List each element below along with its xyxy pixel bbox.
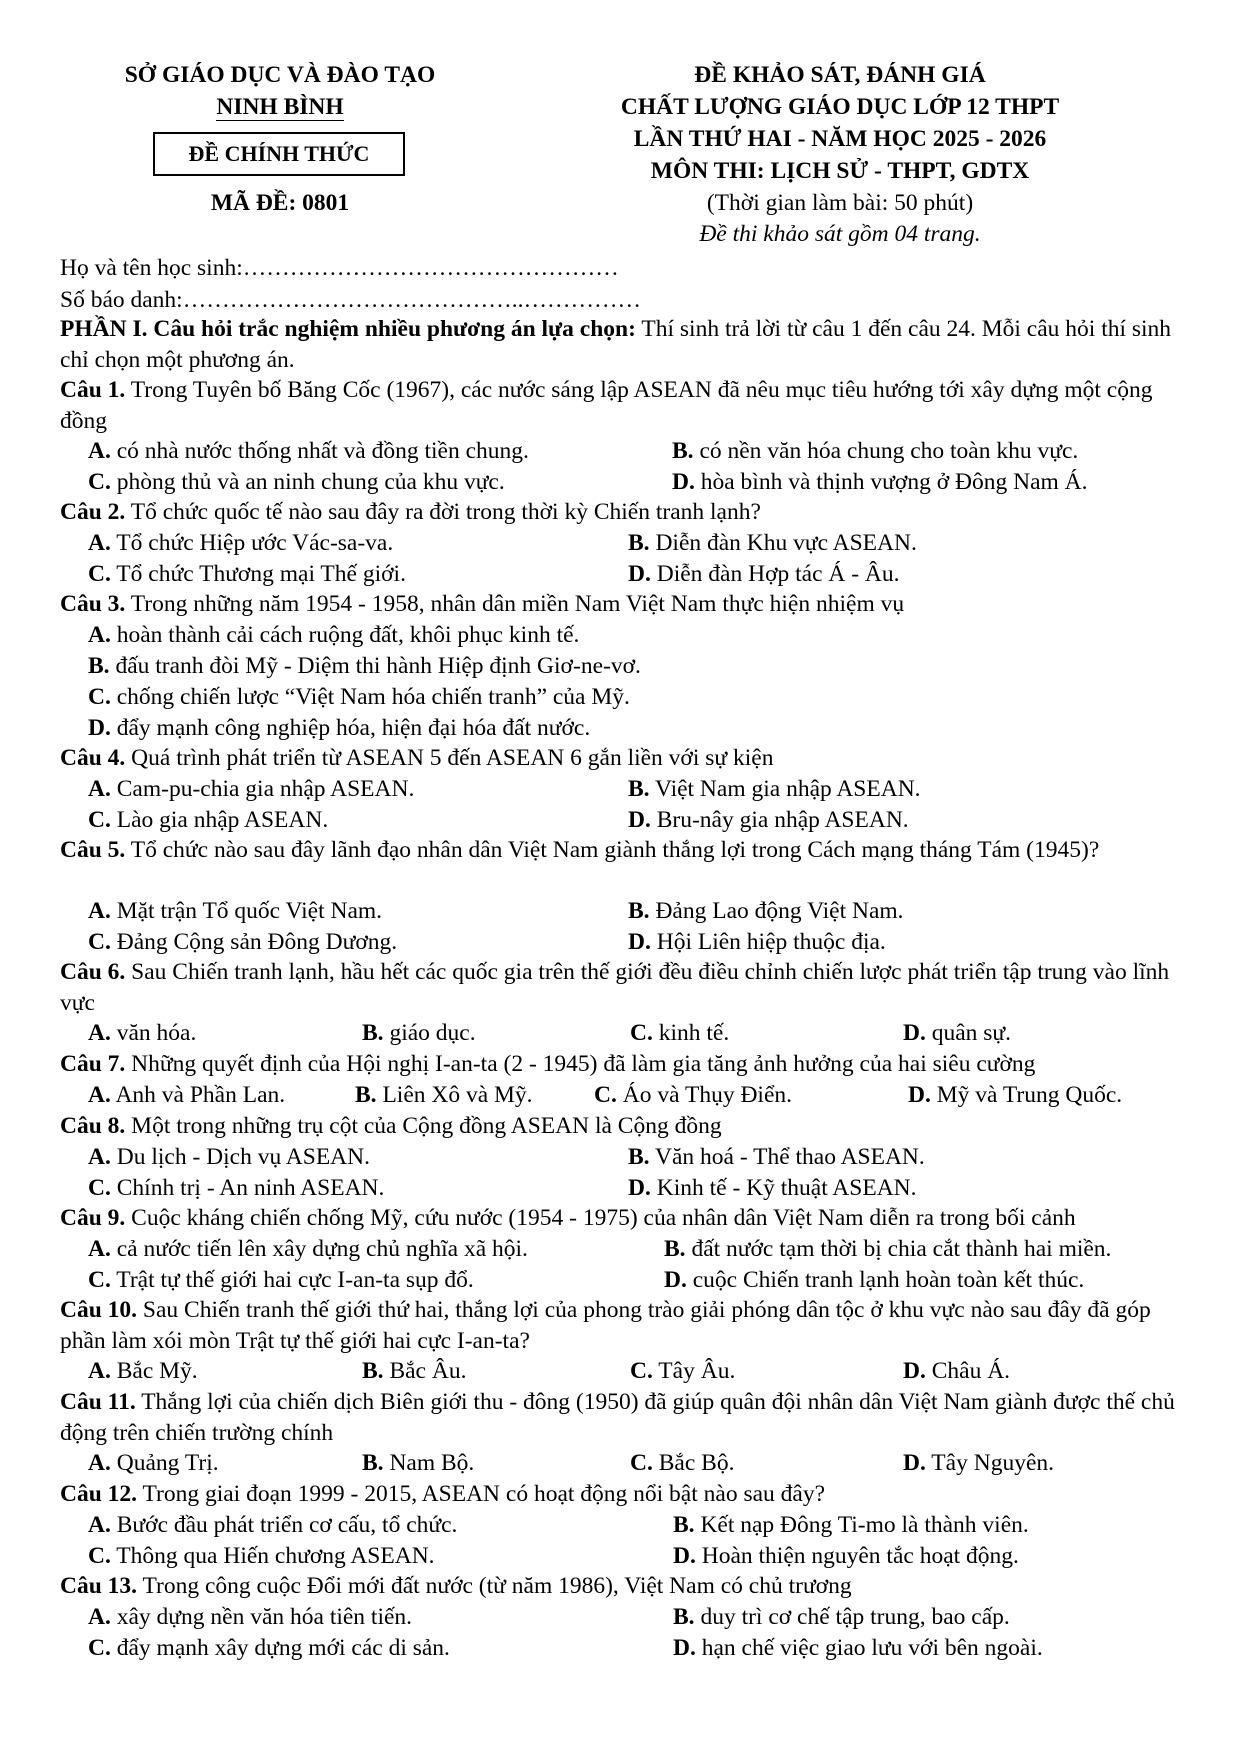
- question-number: Câu 9.: [60, 1205, 126, 1231]
- option-text: Diễn đàn Hợp tác Á - Âu.: [650, 561, 900, 587]
- option-text: hạn chế việc giao lưu với bên ngoài.: [695, 1635, 1043, 1661]
- option-letter: A.: [88, 1144, 111, 1170]
- question-text: Những quyết định của Hội nghị I-an-ta (2 - 1945) đã làm gia tăng ảnh hưởng của hai siêu cường: [125, 1051, 1036, 1077]
- option-text: Đảng Lao động Việt Nam.: [649, 898, 904, 924]
- question-8-stem: [60, 1111, 1190, 1142]
- option-letter: D.: [628, 929, 651, 955]
- question-number: Câu 13.: [60, 1573, 138, 1599]
- question-6-option-c: [630, 1018, 729, 1049]
- question-2-option-c: [88, 559, 406, 590]
- question-3-option-b: [88, 651, 641, 682]
- option-letter: B.: [673, 1604, 695, 1630]
- question-text: Trong công cuộc Đổi mới đất nước (từ năm 1986), Việt Nam có chủ trương: [137, 1573, 852, 1599]
- question-text: Trong Tuyên bố Băng Cốc (1967), các nước sáng lập ASEAN đã nêu mục tiêu hướng tới xây dựng một cộng đồng: [60, 377, 1153, 434]
- option-text: Bru-nây gia nhập ASEAN.: [650, 807, 909, 833]
- question-10-option-d: [903, 1356, 1010, 1387]
- question-6-option-d: [903, 1018, 1011, 1049]
- question-9-option-d: [664, 1265, 1084, 1296]
- question-2-option-a: [88, 528, 393, 559]
- option-text: Kết nạp Đông Ti-mo là thành viên.: [694, 1512, 1029, 1538]
- option-text: đất nước tạm thời bị chia cắt thành hai miền.: [685, 1236, 1112, 1262]
- question-3-option-c: [88, 682, 630, 713]
- student-id-line: Số báo danh:……………………………………..……………: [60, 287, 641, 313]
- option-letter: A.: [88, 1512, 111, 1538]
- option-letter: C.: [88, 1543, 111, 1569]
- dept-name: SỞ GIÁO DỤC VÀ ĐÀO TẠO: [124, 62, 436, 88]
- option-letter: C.: [594, 1082, 617, 1108]
- option-text: Mặt trận Tổ quốc Việt Nam.: [110, 898, 383, 924]
- question-5-option-a: [88, 896, 382, 927]
- option-text: Bước đầu phát triển cơ cấu, tổ chức.: [110, 1512, 458, 1538]
- question-1-option-b: [672, 436, 1078, 467]
- option-letter: C.: [630, 1358, 653, 1384]
- question-12-option-c: [88, 1541, 435, 1572]
- question-number: Câu 2.: [60, 499, 126, 525]
- part1-heading: [60, 314, 1190, 376]
- option-text: Thông qua Hiến chương ASEAN.: [110, 1543, 435, 1569]
- question-7-stem: [60, 1049, 1190, 1080]
- option-text: đẩy mạnh công nghiệp hóa, hiện đại hóa đất nước.: [110, 715, 591, 741]
- option-letter: A.: [88, 1082, 111, 1108]
- part1-instruction: Thí sinh trả lời từ câu 1 đến câu 24. Mỗi câu hỏi thí sinh chỉ chọn một phương án.: [60, 316, 1172, 373]
- question-12-option-d: [673, 1541, 1019, 1572]
- option-text: Chính trị - An ninh ASEAN.: [110, 1175, 385, 1201]
- question-number: Câu 12.: [60, 1481, 138, 1507]
- question-13-stem: [60, 1571, 1190, 1602]
- student-name-line: Họ và tên học sinh:…………………………………………: [60, 255, 619, 281]
- option-letter: C.: [88, 807, 111, 833]
- option-text: giáo dục.: [383, 1020, 476, 1046]
- question-9-stem: [60, 1203, 1190, 1234]
- option-text: Tây Âu.: [652, 1358, 736, 1384]
- option-text: Anh và Phần Lan.: [110, 1082, 286, 1108]
- option-letter: B.: [355, 1082, 377, 1108]
- option-letter: D.: [672, 469, 695, 495]
- question-9-option-b: [664, 1234, 1111, 1265]
- question-6-option-b: [362, 1018, 476, 1049]
- question-10-stem: [60, 1295, 1190, 1357]
- option-letter: A.: [88, 1604, 111, 1630]
- option-text: quân sự.: [925, 1020, 1012, 1046]
- option-letter: A.: [88, 898, 111, 924]
- option-letter: C.: [630, 1450, 653, 1476]
- option-letter: A.: [88, 438, 111, 464]
- option-letter: C.: [88, 1267, 111, 1293]
- option-text: Tây Nguyên.: [925, 1450, 1054, 1476]
- option-letter: B.: [362, 1020, 384, 1046]
- option-text: đẩy mạnh xây dựng mới các di sản.: [110, 1635, 450, 1661]
- option-letter: D.: [88, 715, 111, 741]
- question-13-option-a: [88, 1602, 412, 1633]
- question-2-stem: [60, 497, 1190, 528]
- option-text: Bắc Mỹ.: [110, 1358, 198, 1384]
- question-9-option-c: [88, 1265, 474, 1296]
- question-1-option-d: [672, 467, 1088, 498]
- exam-title-line3: LẦN THỨ HAI - NĂM HỌC 2025 - 2026: [633, 126, 1047, 152]
- option-letter: C.: [630, 1020, 653, 1046]
- option-letter: B.: [628, 1144, 650, 1170]
- option-text: Du lịch - Dịch vụ ASEAN.: [110, 1144, 370, 1170]
- option-text: Cam-pu-chia gia nhập ASEAN.: [110, 776, 415, 802]
- option-letter: C.: [88, 684, 111, 710]
- option-letter: C.: [88, 469, 111, 495]
- option-text: Bắc Âu.: [383, 1358, 467, 1384]
- question-text: Trong giai đoạn 1999 - 2015, ASEAN có hoạt động nổi bật nào sau đây?: [137, 1481, 826, 1507]
- question-2-option-d: [628, 559, 900, 590]
- option-letter: B.: [628, 776, 650, 802]
- option-letter: B.: [88, 653, 110, 679]
- question-5-option-c: [88, 927, 397, 958]
- question-9-option-a: [88, 1234, 528, 1265]
- option-letter: B.: [628, 898, 650, 924]
- option-letter: D.: [628, 561, 651, 587]
- question-8-option-d: [628, 1173, 917, 1204]
- question-text: Một trong những trụ cột của Cộng đồng ASEAN là Cộng đồng: [125, 1113, 722, 1139]
- option-text: Hội Liên hiệp thuộc địa.: [650, 929, 886, 955]
- option-letter: B.: [673, 1512, 695, 1538]
- option-letter: B.: [628, 530, 650, 556]
- question-4-option-a: [88, 774, 414, 805]
- option-letter: D.: [903, 1358, 926, 1384]
- province-name: [90, 94, 470, 121]
- question-11-option-d: [903, 1448, 1054, 1479]
- exam-title-line1: ĐỀ KHẢO SÁT, ĐÁNH GIÁ: [694, 62, 986, 88]
- option-letter: A.: [88, 776, 111, 802]
- question-text: Sau Chiến tranh thế giới thứ hai, thắng lợi của phong trào giải phóng dân tộc ở khu vực nào sau đây đã góp phần làm xói mòn Trật tự thế giới hai cực I-an-ta?: [60, 1297, 1151, 1354]
- question-number: Câu 8.: [60, 1113, 126, 1139]
- option-text: Đảng Cộng sản Đông Dương.: [110, 929, 398, 955]
- option-text: Văn hoá - Thể thao ASEAN.: [649, 1144, 925, 1170]
- option-text: Nam Bộ.: [383, 1450, 475, 1476]
- question-text: Cuộc kháng chiến chống Mỹ, cứu nước (1954 - 1975) của nhân dân Việt Nam diễn ra trong bối cảnh: [125, 1205, 1076, 1231]
- question-text: Tổ chức nào sau đây lãnh đạo nhân dân Việt Nam giành thắng lợi trong Cách mạng tháng Tám (1945)?: [125, 837, 1100, 863]
- option-text: Việt Nam gia nhập ASEAN.: [649, 776, 921, 802]
- option-text: hoàn thành cải cách ruộng đất, khôi phục kinh tế.: [110, 622, 580, 648]
- option-letter: C.: [88, 929, 111, 955]
- question-13-option-b: [673, 1602, 1010, 1633]
- question-5-stem: [60, 835, 1190, 866]
- question-12-option-b: [673, 1510, 1029, 1541]
- option-letter: B.: [362, 1450, 384, 1476]
- option-letter: D.: [903, 1450, 926, 1476]
- question-4-option-b: [628, 774, 921, 805]
- option-text: Diễn đàn Khu vực ASEAN.: [649, 530, 917, 556]
- option-letter: B.: [664, 1236, 686, 1262]
- question-8-option-c: [88, 1173, 384, 1204]
- question-number: Câu 1.: [60, 377, 126, 403]
- option-letter: D.: [908, 1082, 931, 1108]
- option-text: Trật tự thế giới hai cực I-an-ta sụp đổ.: [110, 1267, 474, 1293]
- question-text: Sau Chiến tranh lạnh, hầu hết các quốc gia trên thế giới đều điều chỉnh chiến lược phát triển tập trung vào lĩnh vực: [60, 959, 1170, 1016]
- question-5-option-d: [628, 927, 886, 958]
- question-3-option-a: [88, 620, 579, 651]
- option-text: có nền văn hóa chung cho toàn khu vực.: [693, 438, 1079, 464]
- option-text: kinh tế.: [652, 1020, 730, 1046]
- option-letter: D.: [903, 1020, 926, 1046]
- question-8-option-a: [88, 1142, 370, 1173]
- option-text: phòng thủ và an ninh chung của khu vực.: [110, 469, 505, 495]
- exam-code: MÃ ĐỀ: 0801: [210, 190, 350, 216]
- option-letter: A.: [88, 1450, 111, 1476]
- option-letter: C.: [88, 1175, 111, 1201]
- question-3-option-d: [88, 713, 590, 744]
- exam-subject: MÔN THI: LỊCH SỬ - THPT, GDTX: [650, 158, 1030, 184]
- option-text: Tổ chức Thương mại Thế giới.: [110, 561, 406, 587]
- question-3-stem: [60, 589, 1190, 620]
- question-13-option-c: [88, 1633, 450, 1664]
- question-text: Quá trình phát triển từ ASEAN 5 đến ASEAN 6 gắn liền với sự kiện: [125, 745, 774, 771]
- question-5-option-b: [628, 896, 904, 927]
- question-7-option-c: [594, 1080, 792, 1111]
- option-text: Hoàn thiện nguyên tắc hoạt động.: [695, 1543, 1019, 1569]
- part1-title: PHẦN I. Câu hỏi trắc nghiệm nhiều phương án lựa chọn:: [60, 316, 636, 342]
- question-text: Trong những năm 1954 - 1958, nhân dân miền Nam Việt Nam thực hiện nhiệm vụ: [125, 591, 905, 617]
- question-text: Tổ chức quốc tế nào sau đây ra đời trong thời kỳ Chiến tranh lạnh?: [125, 499, 761, 525]
- option-text: Kinh tế - Kỹ thuật ASEAN.: [650, 1175, 917, 1201]
- option-letter: A.: [88, 1020, 111, 1046]
- question-4-option-d: [628, 805, 909, 836]
- question-11-option-c: [630, 1448, 734, 1479]
- option-text: Bắc Bộ.: [652, 1450, 735, 1476]
- question-text: Thắng lợi của chiến dịch Biên giới thu - đông (1950) đã giúp quân đội nhân dân Việt Nam giành được thế chủ động trên chiến trường chính: [60, 1389, 1175, 1446]
- option-letter: C.: [88, 1635, 111, 1661]
- question-number: Câu 7.: [60, 1051, 126, 1077]
- question-1-option-c: [88, 467, 505, 498]
- question-6-option-a: [88, 1018, 196, 1049]
- option-text: có nhà nước thống nhất và đồng tiền chung.: [110, 438, 529, 464]
- option-letter: D.: [628, 1175, 651, 1201]
- question-number: Câu 4.: [60, 745, 126, 771]
- question-7-option-b: [355, 1080, 533, 1111]
- option-letter: B.: [362, 1358, 384, 1384]
- question-8-option-b: [628, 1142, 925, 1173]
- option-text: cả nước tiến lên xây dựng chủ nghĩa xã hội.: [110, 1236, 528, 1262]
- question-7-option-a: [88, 1080, 285, 1111]
- question-12-stem: [60, 1479, 1190, 1510]
- option-text: duy trì cơ chế tập trung, bao cấp.: [694, 1604, 1010, 1630]
- question-6-stem: [60, 957, 1190, 1019]
- official-label: ĐỀ CHÍNH THỨC: [153, 132, 405, 176]
- question-13-option-d: [673, 1633, 1043, 1664]
- option-letter: D.: [673, 1543, 696, 1569]
- question-2-option-b: [628, 528, 917, 559]
- question-10-option-a: [88, 1356, 198, 1387]
- question-number: Câu 6.: [60, 959, 126, 985]
- province-text: NINH BÌNH: [216, 94, 344, 120]
- question-4-option-c: [88, 805, 328, 836]
- question-4-stem: [60, 743, 1190, 774]
- question-11-option-a: [88, 1448, 219, 1479]
- question-10-option-b: [362, 1356, 466, 1387]
- option-text: Lào gia nhập ASEAN.: [110, 807, 329, 833]
- question-1-stem: [60, 375, 1190, 437]
- option-text: chống chiến lược “Việt Nam hóa chiến tranh” của Mỹ.: [110, 684, 630, 710]
- question-7-option-d: [908, 1080, 1122, 1111]
- question-number: Câu 5.: [60, 837, 126, 863]
- option-text: Quảng Trị.: [110, 1450, 219, 1476]
- option-text: Mỹ và Trung Quốc.: [930, 1082, 1123, 1108]
- exam-title-line2: CHẤT LƯỢNG GIÁO DỤC LỚP 12 THPT: [620, 94, 1060, 120]
- option-letter: C.: [88, 561, 111, 587]
- question-11-stem: [60, 1387, 1190, 1449]
- question-number: Câu 10.: [60, 1297, 138, 1323]
- question-number: Câu 3.: [60, 591, 126, 617]
- option-text: xây dựng nền văn hóa tiên tiến.: [110, 1604, 413, 1630]
- option-letter: A.: [88, 530, 111, 556]
- option-text: văn hóa.: [110, 1020, 197, 1046]
- option-letter: A.: [88, 1236, 111, 1262]
- option-text: hòa bình và thịnh vượng ở Đông Nam Á.: [694, 469, 1088, 495]
- question-12-option-a: [88, 1510, 457, 1541]
- question-10-option-c: [630, 1356, 735, 1387]
- exam-time: (Thời gian làm bài: 50 phút): [706, 190, 974, 216]
- option-letter: D.: [628, 807, 651, 833]
- option-text: Áo và Thụy Điển.: [616, 1082, 792, 1108]
- option-text: cuộc Chiến tranh lạnh hoàn toàn kết thúc.: [686, 1267, 1085, 1293]
- question-11-option-b: [362, 1448, 474, 1479]
- question-number: Câu 11.: [60, 1389, 136, 1415]
- option-letter: A.: [88, 1358, 111, 1384]
- option-letter: A.: [88, 622, 111, 648]
- exam-pages: Đề thi khảo sát gồm 04 trang.: [699, 221, 981, 247]
- option-letter: D.: [673, 1635, 696, 1661]
- option-text: Tổ chức Hiệp ước Vác-sa-va.: [110, 530, 394, 556]
- option-text: đấu tranh đòi Mỹ - Diệm thi hành Hiệp định Giơ-ne-vơ.: [109, 653, 641, 679]
- option-letter: D.: [664, 1267, 687, 1293]
- option-text: Châu Á.: [925, 1358, 1011, 1384]
- option-text: Liên Xô và Mỹ.: [376, 1082, 533, 1108]
- question-1-option-a: [88, 436, 529, 467]
- option-letter: B.: [672, 438, 694, 464]
